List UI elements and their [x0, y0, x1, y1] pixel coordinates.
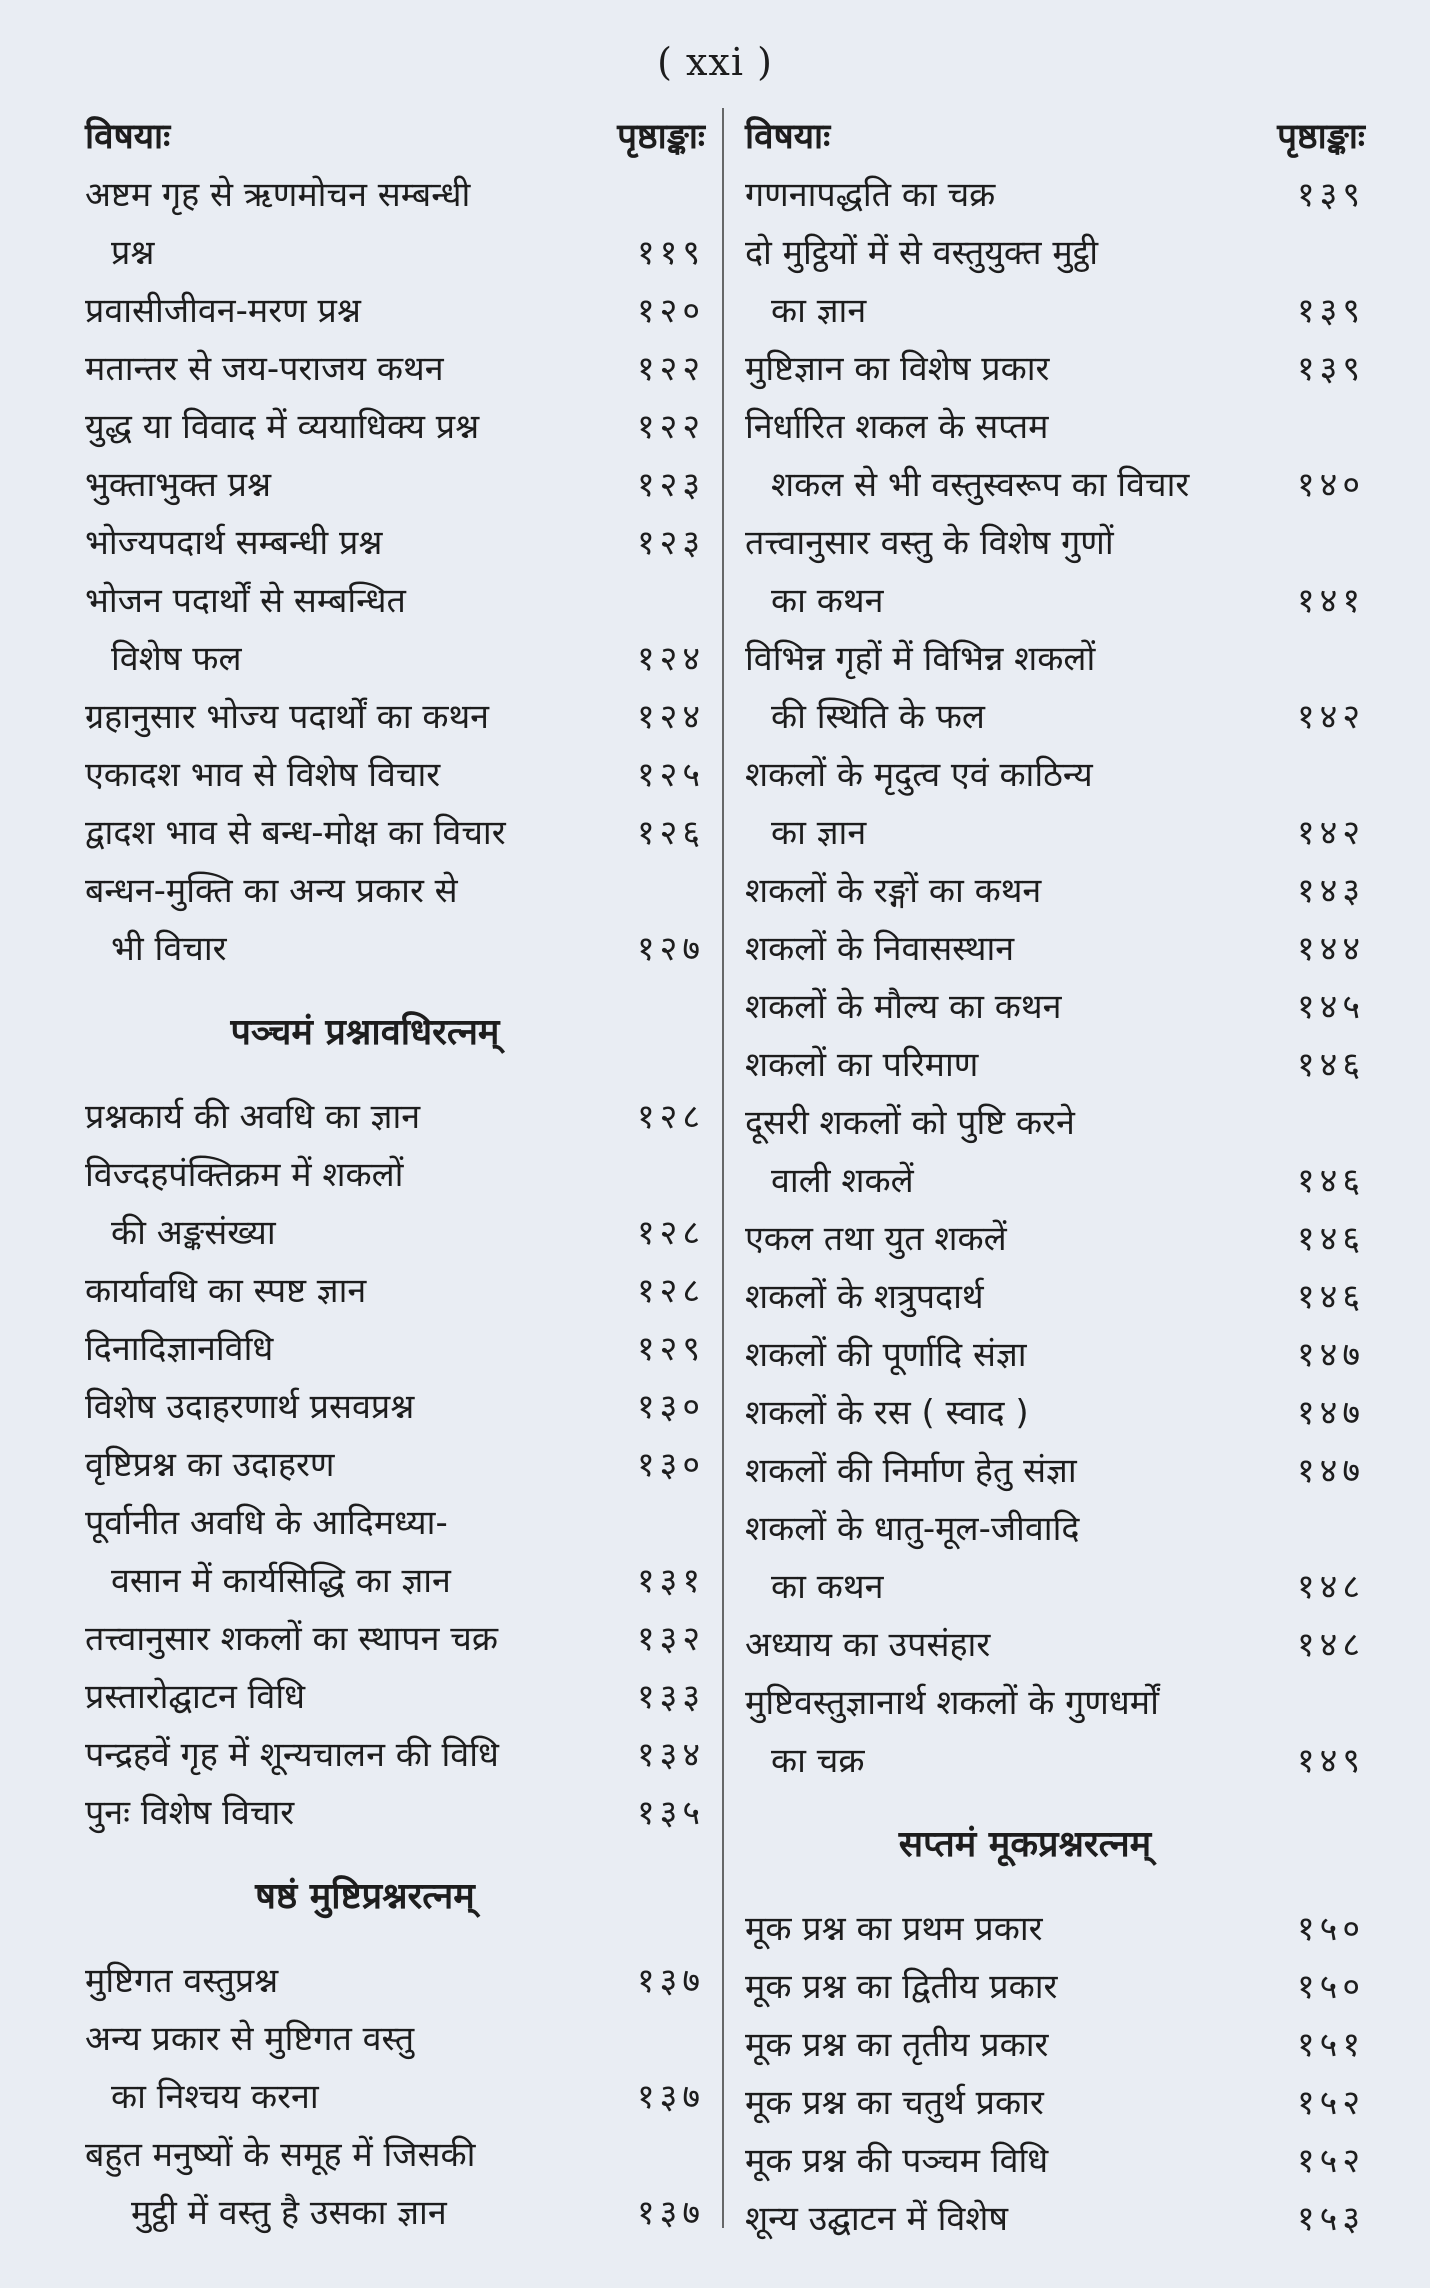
toc-entry-line: [745, 1558, 1365, 1616]
toc-entry-line: [745, 862, 1365, 920]
toc-entry: [745, 224, 1365, 340]
toc-entry: [745, 1674, 1365, 1790]
toc-entry-line: [85, 1784, 705, 1842]
toc-entry: [745, 1384, 1365, 1442]
toc-entry-title: मूक प्रश्न की पञ्चम विधि: [745, 2141, 1049, 2181]
toc-entry-title: अध्याय का उपसंहार: [745, 1625, 991, 1665]
toc-entry-title: का ज्ञान: [771, 291, 867, 331]
toc-entry-title: प्रश्न: [111, 233, 155, 273]
subject-header: विषयाः: [85, 117, 171, 157]
toc-entry-line: [745, 688, 1365, 746]
toc-entry-page: १४६: [1296, 1219, 1365, 1259]
toc-entry-title: मतान्तर से जय-पराजय कथन: [85, 349, 444, 389]
toc-entry-title: पूर्वानीत अवधि के आदिमध्या-: [85, 1503, 448, 1543]
toc-entry-page: १५०: [1296, 1909, 1365, 1949]
toc-entry-line: [85, 224, 705, 282]
toc-entry-title: अन्य प्रकार से मुष्टिगत वस्तु: [85, 2019, 415, 2059]
toc-entry-line: [745, 1384, 1365, 1442]
toc-entry: [745, 2016, 1365, 2074]
toc-entry-page: १२३: [636, 465, 705, 505]
toc-entry-page: १२६: [636, 813, 705, 853]
toc-entry-title: भुक्ताभुक्त प्रश्न: [85, 465, 272, 505]
toc-entry-line: [745, 340, 1365, 398]
toc-entry-line: [85, 1378, 705, 1436]
toc-entry-line: [85, 2184, 705, 2242]
toc-entry-title: दिनादिज्ञानविधि: [85, 1329, 274, 1369]
toc-entry-page: १४०: [1296, 465, 1365, 505]
toc-entry-title: दो मुट्ठियों में से वस्तुयुक्त मुट्ठी: [745, 233, 1099, 273]
toc-entry-title: शून्य उद्घाटन में विशेष: [745, 2199, 1009, 2239]
toc-entry-title: का निश्चय करना: [111, 2077, 319, 2117]
toc-entry-line: [745, 1442, 1365, 1500]
toc-entry-line: [85, 630, 705, 688]
toc-list: [85, 1952, 705, 2242]
toc-entry-line: [85, 514, 705, 572]
toc-entry-line: [85, 746, 705, 804]
toc-entry-title: बहुत मनुष्यों के समूह में जिसकी: [85, 2135, 476, 2175]
toc-entry: [745, 1442, 1365, 1500]
toc-entry: [745, 1326, 1365, 1384]
toc-entry-line: [85, 688, 705, 746]
toc-entry-title: ग्रहानुसार भोज्य पदार्थों का कथन: [85, 697, 490, 737]
page-number: ( xxi ): [657, 40, 773, 84]
toc-entry: [85, 1146, 705, 1262]
toc-entry: [85, 1320, 705, 1378]
toc-entry-title: शकल से भी वस्तुस्वरूप का विचार: [771, 465, 1190, 505]
toc-entry-title: का कथन: [771, 581, 884, 621]
toc-entry-page: १२८: [636, 1271, 705, 1311]
toc-entry-title: भोजन पदार्थों से सम्बन्धित: [85, 581, 406, 621]
toc-entry-line: [85, 340, 705, 398]
toc-entry-page: १४३: [1296, 871, 1365, 911]
toc-entry-line: [85, 1262, 705, 1320]
toc-entry-line: [745, 1500, 1365, 1558]
toc-entry-title: मूक प्रश्न का प्रथम प्रकार: [745, 1909, 1043, 1949]
toc-entry-line: [745, 2016, 1365, 2074]
page-header: पृष्ठाङ्काः: [1277, 117, 1365, 157]
toc-entry-page: १४६: [1296, 1277, 1365, 1317]
toc-entry-line: [745, 1674, 1365, 1732]
toc-entry-page: १२३: [636, 523, 705, 563]
toc-entry-line: [745, 1152, 1365, 1210]
toc-entry: [85, 572, 705, 688]
toc-list: [85, 166, 705, 978]
toc-entry: [85, 688, 705, 746]
toc-entry-line: [85, 282, 705, 340]
toc-entry: [85, 340, 705, 398]
toc-entry-page: १२८: [636, 1097, 705, 1137]
toc-entry-title: मूक प्रश्न का द्वितीय प्रकार: [745, 1967, 1058, 2007]
toc-entry-page: १४७: [1296, 1335, 1365, 1375]
toc-entry-line: [85, 1494, 705, 1552]
toc-entry: [85, 2126, 705, 2242]
toc-entry-line: [85, 2126, 705, 2184]
toc-entry-title: बन्धन-मुक्ति का अन्य प्रकार से: [85, 871, 458, 911]
toc-entry: [85, 166, 705, 282]
toc-list: [745, 166, 1365, 1790]
toc-entry-title: द्वादश भाव से बन्ध-मोक्ष का विचार: [85, 813, 506, 853]
toc-entry-page: १२०: [636, 291, 705, 331]
toc-entry: [85, 804, 705, 862]
toc-entry-title: प्रवासीजीवन-मरण प्रश्न: [85, 291, 361, 331]
toc-entry: [85, 1378, 705, 1436]
toc-entry-line: [745, 2190, 1365, 2248]
toc-entry: [85, 398, 705, 456]
section-heading-7: सप्तमं मूकप्रश्नरत्नम्: [898, 1824, 1152, 1865]
toc-entry: [745, 2132, 1365, 2190]
toc-entry: [745, 398, 1365, 514]
toc-entry-line: [85, 2068, 705, 2126]
toc-entry: [85, 1262, 705, 1320]
toc-entry-page: १४९: [1296, 1741, 1365, 1781]
toc-entry: [85, 1494, 705, 1610]
toc-entry-page: १३३: [636, 1677, 705, 1717]
toc-entry-line: [745, 1094, 1365, 1152]
toc-entry-page: १४६: [1296, 1045, 1365, 1085]
toc-entry-line: [745, 224, 1365, 282]
toc-entry-title: मुष्टिज्ञान का विशेष प्रकार: [745, 349, 1050, 389]
toc-entry-title: विज्दहपंक्तिक्रम में शकलों: [85, 1155, 404, 1195]
toc-entry: [745, 978, 1365, 1036]
toc-entry-line: [745, 456, 1365, 514]
toc-entry-title: अष्टम गृह से ऋणमोचन सम्बन्धी: [85, 175, 471, 215]
toc-entry-page: १४८: [1296, 1567, 1365, 1607]
toc-entry-line: [745, 2074, 1365, 2132]
toc-entry-title: गणनापद्धति का चक्र: [745, 175, 996, 215]
toc-entry-page: १२४: [636, 639, 705, 679]
toc-entry-title: शकलों के रङ्गों का कथन: [745, 871, 1042, 911]
toc-entry-title: एकादश भाव से विशेष विचार: [85, 755, 441, 795]
toc-entry-page: १४४: [1296, 929, 1365, 969]
toc-entry-title: निर्धारित शकल के सप्तम: [745, 407, 1049, 447]
toc-entry-title: वसान में कार्यसिद्धि का ज्ञान: [111, 1561, 451, 1601]
toc-entry-line: [85, 1610, 705, 1668]
toc-entry-line: [85, 1726, 705, 1784]
toc-entry-title: मूक प्रश्न का चतुर्थ प्रकार: [745, 2083, 1044, 2123]
toc-entry: [745, 2190, 1365, 2248]
toc-entry-title: शकलों के मृदुत्व एवं काठिन्य: [745, 755, 1093, 795]
toc-entry-page: १३४: [636, 1735, 705, 1775]
right-column-header: [745, 108, 1365, 166]
toc-entry: [745, 340, 1365, 398]
toc-entry-line: [745, 572, 1365, 630]
toc-entry-line: [85, 920, 705, 978]
toc-entry-line: [745, 166, 1365, 224]
toc-entry-line: [745, 1326, 1365, 1384]
toc-entry-title: का चक्र: [771, 1741, 865, 1781]
toc-list: [745, 1900, 1365, 2248]
toc-entry-title: की स्थिति के फल: [771, 697, 985, 737]
toc-entry-line: [745, 978, 1365, 1036]
toc-entry-page: १३७: [636, 2077, 705, 2117]
toc-entry-title: शकलों के शत्रुपदार्थ: [745, 1277, 984, 1317]
page-header: पृष्ठाङ्काः: [617, 117, 705, 157]
toc-entry-title: का कथन: [771, 1567, 884, 1607]
toc-entry-page: १२५: [636, 755, 705, 795]
column-divider: [722, 108, 724, 2228]
toc-entry-title: तत्त्वानुसार वस्तु के विशेष गुणों: [745, 523, 1114, 563]
toc-entry-title: भी विचार: [111, 929, 227, 969]
toc-entry-title: शकलों के धातु-मूल-जीवादि: [745, 1509, 1080, 1549]
toc-entry-title: शकलों के निवासस्थान: [745, 929, 1015, 969]
toc-entry-page: १४१: [1296, 581, 1365, 621]
toc-entry-line: [85, 1436, 705, 1494]
section-heading-6: षष्ठं मुष्टिप्रश्नरत्नम्: [255, 1876, 475, 1917]
toc-entry: [85, 862, 705, 978]
toc-entry-line: [85, 2010, 705, 2068]
toc-entry-line: [745, 398, 1365, 456]
toc-entry-title: मुष्टिवस्तुज्ञानार्थ शकलों के गुणधर्मों: [745, 1683, 1159, 1723]
toc-entry-line: [85, 1552, 705, 1610]
toc-entry-page: ११९: [636, 233, 705, 273]
toc-entry-title: शकलों के रस ( स्वाद ): [745, 1393, 1029, 1433]
toc-entry-title: वाली शकलें: [771, 1161, 914, 1201]
toc-entry-line: [85, 1668, 705, 1726]
toc-entry: [85, 2010, 705, 2126]
toc-entry-page: १३७: [636, 1961, 705, 2001]
toc-entry-title: प्रश्नकार्य की अवधि का ज्ञान: [85, 1097, 421, 1137]
toc-entry-page: १४६: [1296, 1161, 1365, 1201]
toc-entry-page: १५३: [1296, 2199, 1365, 2239]
toc-entry-page: १२८: [636, 1213, 705, 1253]
toc-entry: [745, 1900, 1365, 1958]
toc-entry-line: [745, 630, 1365, 688]
toc-entry-page: १३७: [636, 2193, 705, 2233]
toc-entry-title: प्रस्तारोद्घाटन विधि: [85, 1677, 306, 1717]
toc-entry: [745, 1616, 1365, 1674]
toc-entry: [745, 166, 1365, 224]
toc-entry-line: [745, 1732, 1365, 1790]
toc-entry-page: १२२: [636, 349, 705, 389]
toc-entry-page: १४७: [1296, 1393, 1365, 1433]
toc-entry-line: [85, 1088, 705, 1146]
toc-entry-line: [745, 1958, 1365, 2016]
toc-entry: [85, 514, 705, 572]
toc-entry: [745, 1268, 1365, 1326]
toc-entry: [85, 1436, 705, 1494]
toc-entry-page: १३२: [636, 1619, 705, 1659]
toc-entry-page: १२४: [636, 697, 705, 737]
toc-entry-title: मूक प्रश्न का तृतीय प्रकार: [745, 2025, 1049, 2065]
toc-entry-page: १३९: [1296, 175, 1365, 215]
toc-entry-line: [85, 166, 705, 224]
toc-entry-page: १४७: [1296, 1451, 1365, 1491]
left-column-header: [85, 108, 705, 166]
toc-entry-line: [85, 804, 705, 862]
toc-entry-line: [745, 514, 1365, 572]
toc-entry: [745, 746, 1365, 862]
toc-entry-title: युद्ध या विवाद में व्ययाधिक्य प्रश्न: [85, 407, 480, 447]
toc-entry-title: वृष्टिप्रश्न का उदाहरण: [85, 1445, 335, 1485]
toc-entry-title: पन्द्रहवें गृह में शून्यचालन की विधि: [85, 1735, 499, 1775]
toc-entry-title: का ज्ञान: [771, 813, 867, 853]
toc-entry-title: भोज्यपदार्थ सम्बन्धी प्रश्न: [85, 523, 383, 563]
toc-entry: [85, 456, 705, 514]
toc-entry: [745, 1036, 1365, 1094]
right-column: [745, 108, 1365, 2248]
toc-entry: [85, 1952, 705, 2010]
toc-entry-title: एकल तथा युत शकलें: [745, 1219, 1007, 1259]
toc-entry-title: शकलों की पूर्णादि संज्ञा: [745, 1335, 1027, 1375]
toc-entry-page: १४८: [1296, 1625, 1365, 1665]
toc-entry-line: [85, 572, 705, 630]
toc-entry: [745, 862, 1365, 920]
subject-header: विषयाः: [745, 117, 831, 157]
toc-entry: [745, 920, 1365, 978]
toc-entry-line: [745, 282, 1365, 340]
toc-entry-line: [745, 1268, 1365, 1326]
toc-entry-title: पुनः विशेष विचार: [85, 1793, 295, 1833]
toc-entry-page: १४५: [1296, 987, 1365, 1027]
toc-entry-page: १२२: [636, 407, 705, 447]
toc-entry-line: [745, 1210, 1365, 1268]
section-heading-5: पञ्चमं प्रश्नावधिरत्नम्: [230, 1012, 500, 1053]
toc-entry-line: [85, 1952, 705, 2010]
toc-entry-page: १५१: [1296, 2025, 1365, 2065]
toc-entry-line: [745, 746, 1365, 804]
toc-entry-line: [85, 862, 705, 920]
toc-entry-line: [85, 1320, 705, 1378]
toc-entry: [745, 630, 1365, 746]
toc-entry-page: १३५: [636, 1793, 705, 1833]
toc-entry-page: १५२: [1296, 2083, 1365, 2123]
toc-entry-title: मुट्ठी में वस्तु है उसका ज्ञान: [131, 2193, 447, 2233]
toc-entry-page: १४२: [1296, 813, 1365, 853]
toc-entry-title: विभिन्न गृहों में विभिन्न शकलों: [745, 639, 1096, 679]
toc-entry-page: १४२: [1296, 697, 1365, 737]
toc-entry: [745, 2074, 1365, 2132]
toc-entry-line: [745, 804, 1365, 862]
toc-entry-title: शकलों की निर्माण हेतु संज्ञा: [745, 1451, 1077, 1491]
toc-entry-page: १२९: [636, 1329, 705, 1369]
toc-entry-line: [85, 1146, 705, 1204]
toc-entry-line: [745, 2132, 1365, 2190]
toc-entry: [85, 746, 705, 804]
left-column: [85, 108, 705, 2242]
toc-entry: [745, 514, 1365, 630]
toc-entry-page: १३०: [636, 1445, 705, 1485]
toc-entry-page: १२७: [636, 929, 705, 969]
toc-entry-title: मुष्टिगत वस्तुप्रश्न: [85, 1961, 279, 2001]
toc-entry-line: [745, 1616, 1365, 1674]
toc-entry: [85, 1610, 705, 1668]
toc-entry-title: विशेष फल: [111, 639, 242, 679]
toc-entry-page: १३०: [636, 1387, 705, 1427]
toc-entry-title: शकलों के मौल्य का कथन: [745, 987, 1062, 1027]
toc-entry-title: की अङ्कसंख्या: [111, 1213, 276, 1253]
toc-entry-page: १३९: [1296, 291, 1365, 331]
toc-entry-page: १५२: [1296, 2141, 1365, 2181]
toc-entry-page: १५०: [1296, 1967, 1365, 2007]
toc-entry-line: [745, 1036, 1365, 1094]
toc-entry-title: दूसरी शकलों को पुष्टि करने: [745, 1103, 1075, 1143]
toc-entry: [85, 1668, 705, 1726]
toc-entry-title: शकलों का परिमाण: [745, 1045, 979, 1085]
toc-entry: [745, 1958, 1365, 2016]
toc-entry-line: [745, 1900, 1365, 1958]
toc-entry-line: [745, 920, 1365, 978]
toc-entry-title: तत्त्वानुसार शकलों का स्थापन चक्र: [85, 1619, 498, 1659]
toc-entry-line: [85, 398, 705, 456]
toc-entry: [745, 1500, 1365, 1616]
toc-entry: [745, 1094, 1365, 1210]
toc-entry: [85, 1726, 705, 1784]
toc-entry-page: १३१: [636, 1561, 705, 1601]
toc-entry-line: [85, 1204, 705, 1262]
toc-entry: [85, 1784, 705, 1842]
toc-entry: [85, 1088, 705, 1146]
toc-entry: [745, 1210, 1365, 1268]
toc-entry-line: [85, 456, 705, 514]
toc-list: [85, 1088, 705, 1842]
toc-entry-title: विशेष उदाहरणार्थ प्रसवप्रश्न: [85, 1387, 415, 1427]
toc-entry-title: कार्यावधि का स्पष्ट ज्ञान: [85, 1271, 367, 1311]
toc-entry: [85, 282, 705, 340]
toc-entry-page: १३९: [1296, 349, 1365, 389]
